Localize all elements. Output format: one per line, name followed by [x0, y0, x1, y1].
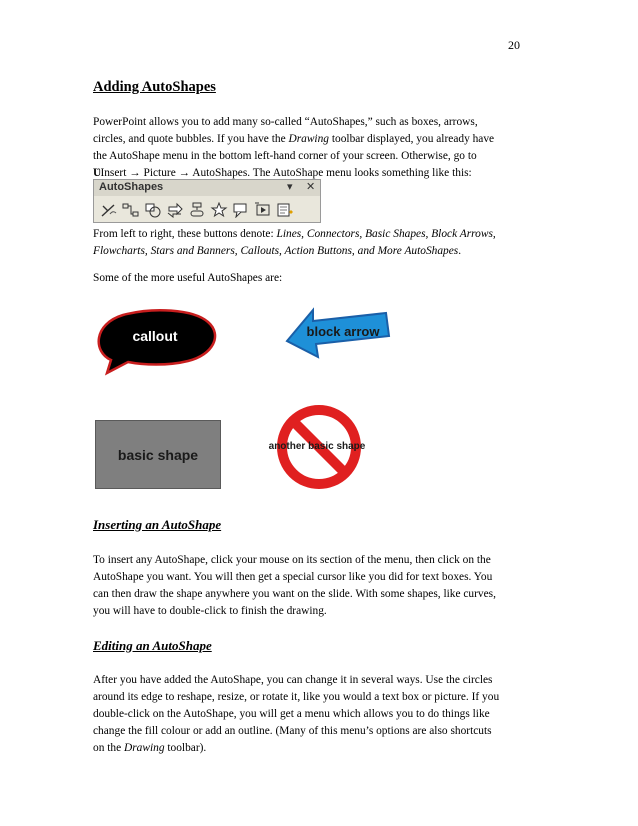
block-arrow-shape-example: [283, 302, 398, 360]
block-arrow-label: block arrow: [306, 324, 380, 339]
chevron-down-icon[interactable]: ▾: [287, 181, 293, 193]
intro-line: the AutoShape menu in the bottom left-hand corner of your screen. Otherwise, go to: [93, 150, 477, 162]
toolbar-title: AutoShapes: [99, 181, 164, 193]
inserting-heading: Inserting an AutoShape: [93, 517, 222, 532]
useful-shapes-intro: Some of the more useful AutoShapes are:: [93, 272, 283, 284]
arrow-icon: →: [129, 167, 141, 179]
intro-line: circles, and quote bubbles. If you have the Drawing toolbar displayed, you already have: [93, 133, 495, 145]
section-heading: Adding AutoShapes: [93, 79, 216, 95]
intro-line: PowerPoint allows you to add many so-called “AutoShapes,” such as boxes, arrows,: [93, 116, 478, 128]
toolbar-buttons: [98, 200, 296, 220]
another-basic-shape-label: another basic shape: [268, 441, 366, 452]
connectors-icon[interactable]: [120, 200, 142, 220]
callout-shape-example: [93, 307, 221, 377]
editing-paragraph: After you have added the AutoShape, you can change it in several ways. Use the circles around its edge to reshape, resize, or rotate it, like you would a text box or picture. If you double-click on the AutoShape, you will get a menu which allows you to do things like change the fill colour or add an outline. (Many of this menu’s options are also shortcuts on the Drawing toolbar).: [93, 674, 500, 754]
arrow-icon: →: [178, 167, 190, 179]
autoshapes-toolbar: [93, 179, 321, 223]
lines-icon[interactable]: [98, 200, 120, 220]
inserting-paragraph: To insert any AutoShape, click your mouse on its section of the menu, then click on the AutoShape you want. You will then get a special cursor like you did for text boxes. You can then draw the shape anywhere you want on the slide. With some shapes, like curves, you will have to double-click to finish the drawing.: [93, 554, 496, 617]
stars-banners-icon[interactable]: [208, 200, 230, 220]
menu-path: ƲInsert → Picture → AutoShapes. The AutoShape menu looks something like this:: [93, 167, 472, 179]
block-arrows-icon[interactable]: [164, 200, 186, 220]
buttons-description: From left to right, these buttons denote: Lines, Connectors, Basic Shapes, Block Arrows, Flowcharts, Stars and Banners, Callouts, Action Buttons, and More AutoShapes.: [93, 228, 496, 257]
callouts-icon[interactable]: [230, 200, 252, 220]
intro-paragraph: [93, 114, 545, 182]
flowchart-icon[interactable]: [186, 200, 208, 220]
close-icon[interactable]: ✕: [306, 181, 316, 193]
basic-shape-example: [95, 420, 221, 489]
prohibit-shape-example: [254, 402, 384, 492]
basic-shape-label: basic shape: [117, 446, 199, 463]
page-number: 20: [508, 38, 520, 52]
more-autoshapes-icon[interactable]: [274, 200, 296, 220]
basic-shapes-icon[interactable]: [142, 200, 164, 220]
toolbar-title-bar: [94, 180, 320, 196]
action-buttons-icon[interactable]: [252, 200, 274, 220]
editing-heading: Editing an AutoShape: [93, 638, 212, 653]
menu-glyph: Ʋ: [93, 167, 101, 179]
callout-label: callout: [132, 328, 178, 344]
drawing-toolbar-name: Drawing: [288, 133, 329, 145]
